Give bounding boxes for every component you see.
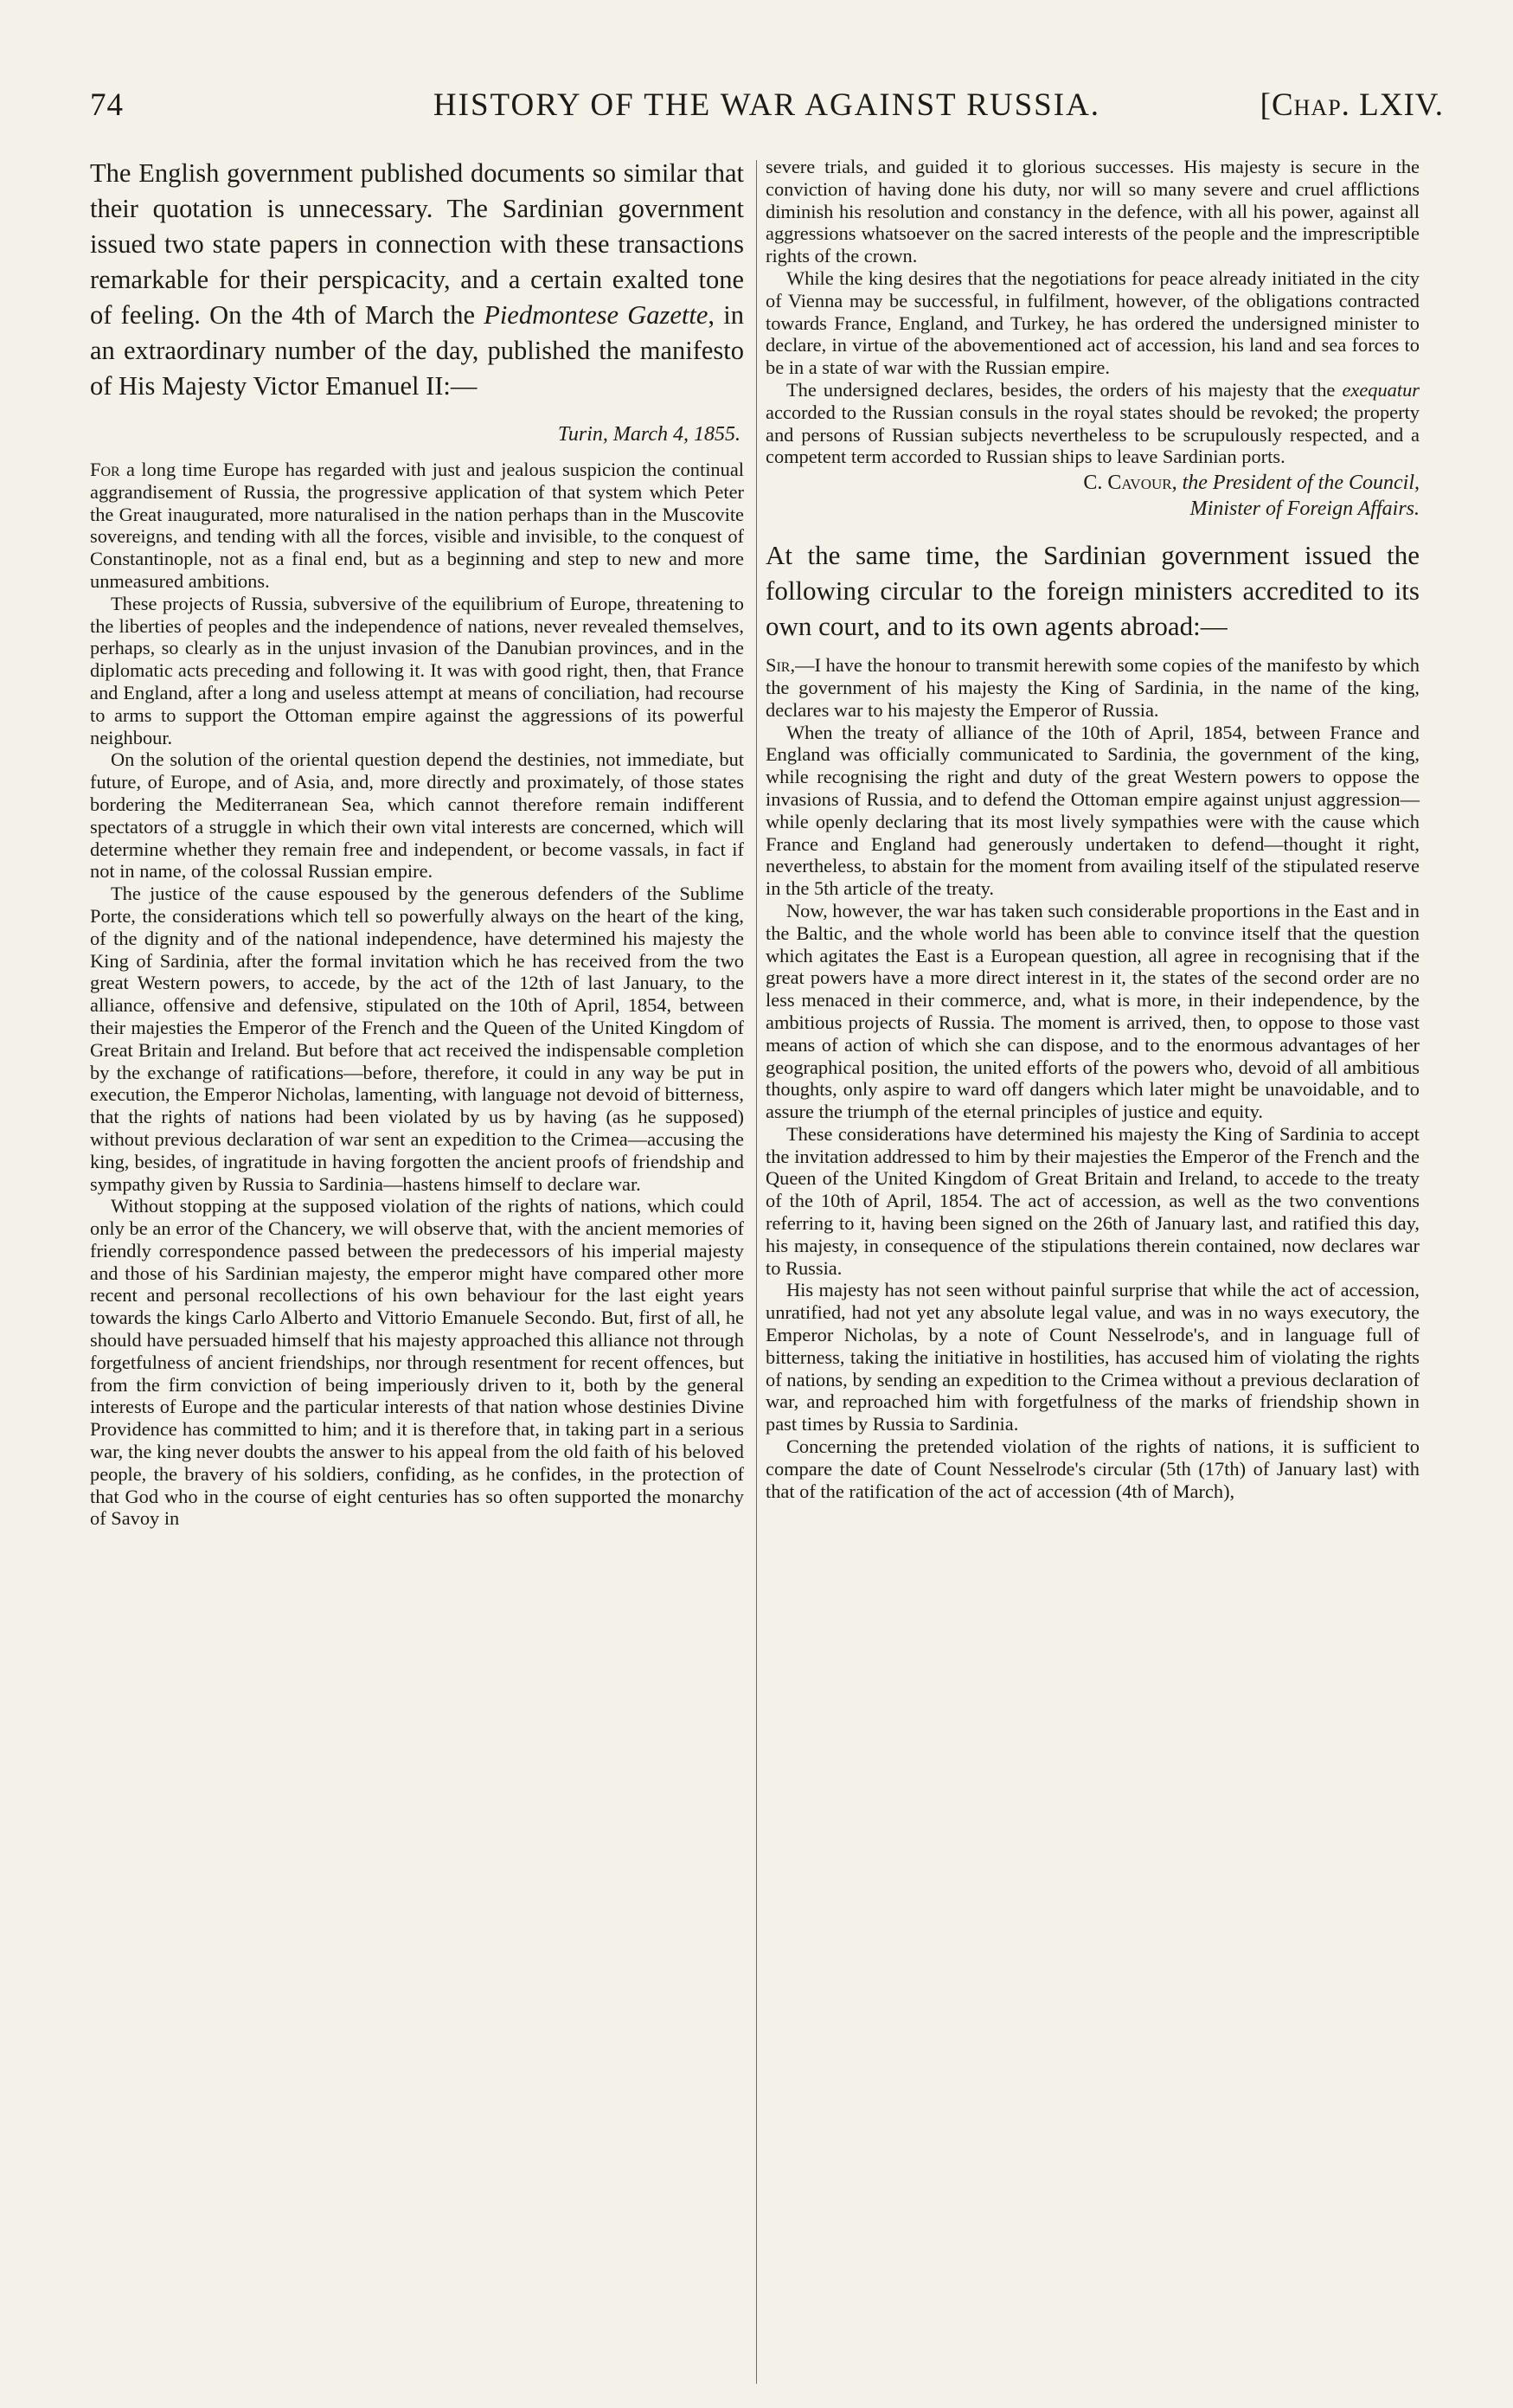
manifesto-paragraph: While the king desires that the negotiations for peace already initiated in the city of Vienna may be successful, in fulfilment, however, of the obligations contracted towards France, England, and Turkey, he has ordered the undersigned minister to declare, in virtue of the abovementioned act of accession, his land and sea forces to be in a state of war with the Russian empire. [766,266,1420,379]
signature-line: C. Cavour, the President of the Council, [1083,472,1420,495]
signature-block [766,470,1420,522]
circular-paragraph: Sir,—I have the honour to transmit herewith some copies of the manifesto by which the government of his majesty the King of Sardinia, in the name of the king, declares war to his majesty the Emperor of Russia. [766,654,1420,721]
intro-paragraph: At the same time, the Sardinian government issued the following circular to the foreign ministers accredited to its own court, and to its own agents abroad:— [766,540,1420,642]
latin-term: exequatur [1342,378,1420,401]
circular-paragraph: Concerning the pretended violation of the rights of nations, it is sufficient to compare the date of Count Nesselrode's circular (5th (17th) of January last) with that of the ratification of the act of accession (4th of March), [766,1435,1420,1502]
manifesto-paragraph: These projects of Russia, subversive of the equilibrium of Europe, threatening to the liberties of peoples and the independence of nations, never revealed themselves, perhaps, so clearly as in the unjust invasion of the Danubian provinces, and in the diplomatic acts preceding and following it. It was with good right, then, that France and England, after a long and useless attempt at means of conciliation, had recourse to arms to support the Ottoman empire against the aggressions of its powerful neighbour. [90,592,744,748]
circular-paragraph: His majesty has not seen without painful surprise that while the act of accession, unratified, had not yet any absolute legal value, and was in no ways executory, the Emperor Nicholas, by a note of Count Nesselrode's, and in language full of bitterness, taking the initiative in hostilities, has accused him of violating the rights of nations, by sending an expedition to the Crimea without a previous declaration of war, and reproached him with forgetfulness of the marks of friendship shown in past times by Russia to Sardinia. [766,1279,1420,1435]
manifesto-paragraph: severe trials, and guided it to glorious successes. His majesty is secure in the conviction of having done his duty, nor will so many severe and cruel afflictions diminish his resolution and constancy in the defence, with all his power, against all aggressions whatsoever on the sacred interests of the people and the imprescriptible rights of the crown. [766,156,1420,267]
manifesto-paragraph: The justice of the cause espoused by the generous defenders of the Sublime Porte, the considerations which tell so powerfully always on the heart of the king, of the dignity and of the national independence, have determined his majesty the King of Sardinia, after the formal invitation which he has received from the two great Western powers, to accede, by the act of the 12th of last January, to the alliance, offensive and defensive, stipulated on the 10th of April, 1854, between their majesties the Emperor of the French and the Queen of the United Kingdom of Great Britain and Ireland. But before that act received the indispensable completion by the exchange of ratifications—before, therefore, it could in any way be put in execution, the Emperor Nicholas, lamenting, with language not devoid of bitterness, that the rights of nations had been violated by us by having (as he supposed) without previous declaration of war sent an expedition to the Crimea—accusing the king, besides, of ingratitude in having forgotten the ancient proofs of friendship and sympathy given by Russia to Sardinia—hastens himself to declare war. [90,883,744,1195]
circular-paragraph: Now, however, the war has taken such considerable proportions in the East and in the Baltic, and the whole world has been able to convince itself that the question which agitates the East is a European question, all agree in recognising that if the great powers have a more direct interest in it, the states of the second order are no less menaced in their commerce, and, what is more, in their independence, by the ambitious projects of Russia. The moment is arrived, then, to oppose to those vast means of action of which she can dispose, and to the enormous advantages of her geographical position, the united efforts of the powers who, devoid of all ambitious thoughts, only aspire to ward off dangers which later might be unavoidable, and to assure the triumph of the eternal principles of justice and equity. [766,899,1420,1123]
running-title: HISTORY OF THE WAR AGAINST RUSSIA. [433,87,1101,123]
intro-paragraph: The English government published documents so similar that their quotation is unnecessary. The Sardinian government issued two state papers in connection with these transactions remarkable for their perspicacity, and a certain exalted tone of feeling. On the 4th of March the Piedmontese Gazette, in an extraordinary number of the day, published the manifesto of His Majesty Victor Emanuel II:— [90,158,744,401]
newspaper-title: Piedmontese Gazette [484,300,708,330]
signatory-title: Minister of Foreign Affairs. [1189,498,1420,521]
chapter-label: [Chap. LXIV. [1260,87,1444,123]
manifesto-paragraph: For a long time Europe has regarded with just and jealous suspicion the continual aggrandisement of Russia, the progressive application of that system which Peter the Great inaugurated, more naturalised in the nation perhaps than in the Muscovite sovereigns, and tending with all the forces, visible and invisible, to the conquest of Constantinople, not as a final end, but as a beginning and step to new and more unmeasured ambitions. [90,459,744,592]
manifesto-paragraph: Without stopping at the supposed violation of the rights of nations, which could only be an error of the Chancery, we will observe that, with the ancient memories of friendly correspondence passed between the predecessors of his imperial majesty and those of his Sardinian majesty, the emperor might have compared other more recent and personal recollections of his own behaviour for the last eight years towards the kings Carlo Alberto and Vittorio Emanuele Secondo. But, first of all, he should have persuaded himself that his majesty approached this alliance not through forgetfulness of ancient friendships, nor through resentment for recent offences, but from the firm conviction of being imperiously driven to it, both by the general interests of Europe and the particular interests of that nation whose destinies Divine Providence has committed to him; and it is therefore that, in taking part in a serious war, the king never doubts the answer to his appeal from the old faith of his beloved people, the bravery of his soldiers, confiding, as he confides, in the protection of that God who in the course of eight centuries has so often supported the monarchy of Savoy in [90,1195,744,1530]
dateline: Turin, March 4, 1855. [557,423,740,446]
circular-paragraph: When the treaty of alliance of the 10th of April, 1854, between France and England was officially communicated to Sardinia, the government of the king, while recognising the right and duty of the great Western powers to oppose the invasions of Russia, and to defend the Ottoman empire against unjust aggression—while openly declaring that its most lively sympathies were with the cause which France and England had generously undertaken to defend—thought it right, nevertheless, to abstain for the moment from availing itself of the stipulated reserve in the 5th article of the treaty. [766,721,1420,900]
circular-paragraph: These considerations have determined his majesty the King of Sardinia to accept the invitation addressed to him by their majesties the Emperor of the French and the Queen of the United Kingdom of Great Britain and Ireland, to accede to the treaty of the 10th of April, 1854. The act of accession, as well as the two conventions referring to it, having been signed on the 26th of January last, and ratified this day, his majesty, in consequence of the stipulations therein contained, now declares war to Russia. [766,1122,1420,1279]
page-number: 74 [90,87,124,123]
manifesto-paragraph: On the solution of the oriental question depend the destinies, not immediate, but future, of Europe, and of Asia, and, more directly and proximately, of those states bordering the Mediterranean Sea, which cannot therefore remain indifferent spectators of a struggle in which their own vital interests are concerned, which will determine whether they remain free and independent, or become vassals, in fact if not in name, of the colossal Russian empire. [90,748,744,883]
running-header [90,87,1444,138]
left-column [90,156,744,1530]
right-column [766,156,1420,1502]
column-divider [756,160,757,2384]
manifesto-paragraph: The undersigned declares, besides, the orders of his majesty that the exequatur accorded to the Russian consuls in the royal states should be revoked; the property and persons of Russian subjects nevertheless to be scrupulously respected, and a competent term accorded to Russian ships to leave Sardinian ports. [766,378,1420,468]
signatory-name: Cavour [1107,472,1172,495]
